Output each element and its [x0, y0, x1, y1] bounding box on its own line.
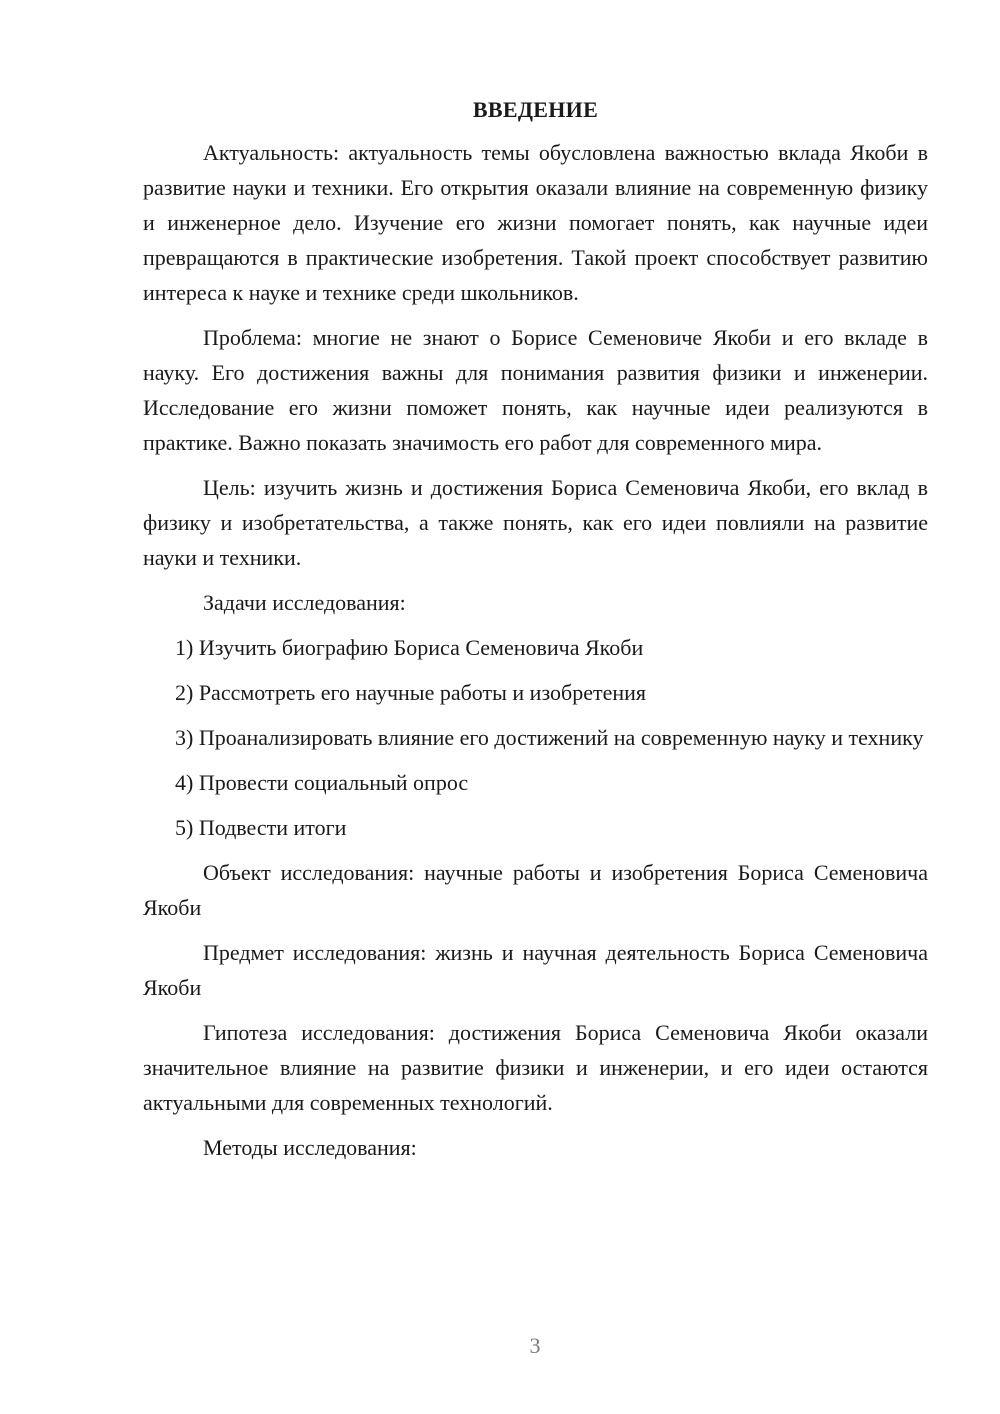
page-content [143, 95, 928, 1175]
subject-paragraph: Предмет исследования: жизнь и научная деятельность Бориса Семеновича Якоби [143, 940, 928, 1000]
problem-paragraph: Проблема: многие не знают о Борисе Семеновиче Якоби и его вкладе в науку. Его достижения важны для понимания развития физики и инженерии. Исследование его жизни поможет понять, как научные идеи реализуются в практике. Важно показать значимость его работ для современного мира. [143, 325, 928, 455]
task-item-4: 4) Провести социальный опрос [175, 770, 469, 795]
task-item-3: 3) Проанализировать влияние его достижений на современную науку и технику [175, 725, 924, 750]
object-paragraph: Объект исследования: научные работы и изобретения Бориса Семеновича Якоби [143, 860, 928, 920]
goal-paragraph: Цель: изучить жизнь и достижения Бориса Семеновича Якоби, его вклад в физику и изобретательства, а также понять, как его идеи повлияли на развитие науки и техники. [143, 475, 928, 570]
task-item-2: 2) Рассмотреть его научные работы и изобретения [175, 680, 647, 705]
task-item-5: 5) Подвести итоги [175, 815, 347, 840]
relevance-paragraph: Актуальность: актуальность темы обусловлена важностью вклада Якоби в развитие науки и техники. Его открытия оказали влияние на современную физику и инженерное дело. Изучение его жизни помогает понять, как научные идеи превращаются в практические изобретения. Такой проект способствует развитию интереса к науке и технике среди школьников. [143, 140, 928, 305]
methods-title: Методы исследования: [203, 1135, 417, 1160]
task-item-1: 1) Изучить биографию Бориса Семеновича Якоби [175, 635, 644, 660]
hypothesis-paragraph: Гипотеза исследования: достижения Бориса Семеновича Якоби оказали значительное влияние на развитие физики и инженерии, и его идеи остаются актуальными для современных технологий. [143, 1020, 928, 1115]
tasks-title: Задачи исследования: [203, 590, 406, 615]
page-number: 3 [529, 1333, 541, 1358]
section-heading: ВВЕДЕНИЕ [472, 97, 599, 122]
